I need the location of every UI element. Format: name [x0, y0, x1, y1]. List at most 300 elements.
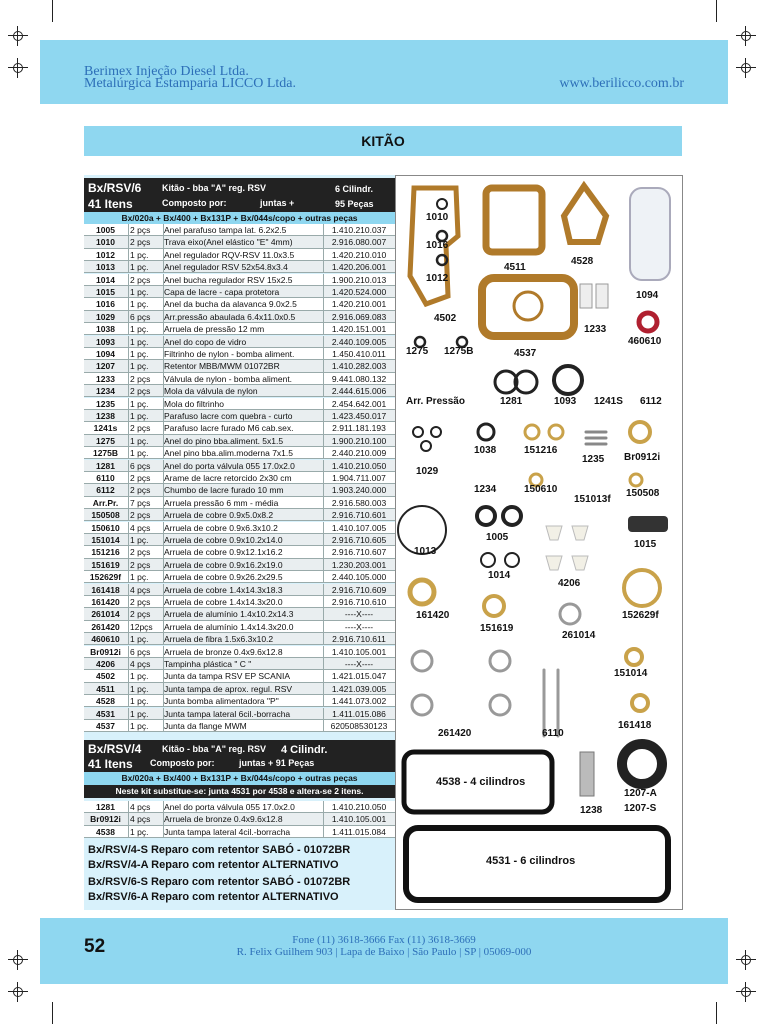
column-divider: [163, 323, 164, 335]
column-divider: [128, 460, 129, 472]
part-code: 150508: [91, 510, 120, 521]
part-desc: Válvula de nylon - bomba aliment.: [164, 373, 293, 384]
ring-1005: [477, 507, 495, 525]
part-code: 1275B: [92, 448, 119, 459]
column-divider: [323, 559, 324, 571]
column-divider: [128, 683, 129, 695]
copper-washer-151619: [484, 596, 504, 616]
part-ref: 620508530123: [330, 721, 388, 731]
table-row: [84, 261, 395, 273]
part-code: 1005: [96, 225, 115, 235]
column-divider: [163, 286, 164, 298]
column-divider: [323, 695, 324, 707]
column-divider: [323, 460, 324, 472]
kit-header-rsv4: [84, 740, 395, 772]
label-4531: 4531 - 6 cilindros: [486, 855, 576, 867]
part-code: 1029: [96, 311, 115, 322]
column-divider: [323, 708, 324, 720]
column-divider: [323, 298, 324, 310]
part-desc: Arruela de cobre 0.9x12.1x16.2: [164, 547, 283, 558]
part-qty: 6 pçs: [130, 460, 151, 471]
part-ref: 1.441.073.002: [331, 696, 387, 707]
part-ref: 2.916.710.610: [331, 597, 387, 607]
page-number: 52: [84, 936, 106, 957]
column-divider: [128, 398, 129, 410]
column-divider: [323, 472, 324, 484]
part-qty: 1 pç.: [130, 398, 149, 409]
part-desc: Arruela de pressão 12 mm: [164, 324, 265, 335]
crop-mark: [52, 0, 53, 22]
column-divider: [163, 695, 164, 707]
ring-1014: [505, 553, 519, 567]
column-divider: [163, 522, 164, 534]
washer-1029: [413, 427, 423, 437]
column-divider: [163, 398, 164, 410]
column-divider: [323, 546, 324, 558]
label-161418: 161418: [618, 720, 652, 731]
repair-kit-item: Bx/RSV/6-A Reparo com retentor ALTERNATIVO: [88, 891, 339, 903]
table-row: [84, 336, 395, 348]
table-row: [84, 460, 395, 472]
part-ref: 1.230.203.001: [331, 559, 387, 570]
column-divider: [323, 658, 324, 670]
column-divider: [323, 621, 324, 633]
registration-mark: [8, 58, 28, 78]
part-ref: 1.421.015.047: [331, 671, 387, 682]
column-divider: [163, 497, 164, 509]
part-desc: Arruela de cobre 0.9x16.2x19.0: [164, 559, 283, 570]
part-qty: 1 pç.: [130, 349, 149, 359]
table-row: [84, 801, 395, 813]
column-divider: [323, 646, 324, 658]
label-1275: 1275: [406, 346, 429, 357]
part-desc: Anel da bucha da alavanca 9.0x2.5: [164, 299, 297, 310]
kit-contents: Bx/020a + Bx/400 + Bx131P + Bx/044s/copo + outras peças: [84, 772, 395, 785]
washer-1029: [421, 441, 431, 451]
part-ref: 1.421.039.005: [331, 683, 387, 694]
part-code: 1013: [96, 262, 115, 273]
part-qty: 2 pçs: [130, 386, 151, 397]
column-divider: [323, 274, 324, 286]
column-divider: [323, 286, 324, 298]
label-6112: 6112: [640, 396, 662, 407]
washer-1038: [478, 424, 494, 440]
label-1094: 1094: [636, 290, 659, 301]
column-divider: [163, 274, 164, 286]
part-code: 151619: [91, 559, 120, 570]
part-ref: 2.916.710.611: [332, 634, 386, 645]
part-code: 161420: [91, 597, 120, 607]
part-ref: 1.903.240.000: [331, 485, 387, 496]
part-ref: 9.441.080.132: [331, 373, 387, 384]
copper-washer-161420: [410, 580, 434, 604]
page-footer: [40, 918, 728, 984]
part-code: 1010: [96, 237, 115, 248]
label-1093: 1093: [554, 396, 577, 407]
column-divider: [323, 534, 324, 546]
fiber-washer-460610: [639, 313, 657, 331]
label-1015: 1015: [634, 539, 657, 550]
part-ref: 1.900.210.100: [331, 435, 387, 446]
column-divider: [163, 801, 164, 813]
part-ref: 2.911.181.193: [332, 423, 386, 434]
bronze-washer-br0912i: [630, 422, 650, 442]
column-divider: [128, 695, 129, 707]
part-ref: ----X----: [344, 621, 374, 632]
part-qty: 1 pç.: [130, 696, 149, 707]
column-divider: [323, 571, 324, 583]
part-qty: 2 pçs: [130, 274, 151, 285]
label-Br0912i: Br0912i: [624, 452, 661, 463]
column-divider: [128, 274, 129, 286]
column-divider: [323, 422, 324, 434]
column-divider: [128, 422, 129, 434]
kit-header-rsv6: [84, 178, 395, 212]
part-ref: 2.916.069.083: [331, 311, 387, 322]
part-desc: Chumbo de lacre furado 10 mm: [164, 485, 284, 496]
part-qty: 1 pç.: [130, 634, 149, 645]
column-divider: [163, 708, 164, 720]
part-code: 4531: [96, 708, 115, 719]
kit-cylinders: 6 Cilindr.: [335, 184, 374, 194]
column-divider: [163, 360, 164, 372]
table-row: [84, 298, 395, 310]
crop-mark: [52, 1002, 53, 1024]
column-divider: [163, 534, 164, 546]
table-row: [84, 274, 395, 286]
copper-washer-151014: [626, 649, 642, 665]
column-divider: [163, 311, 164, 323]
column-divider: [323, 522, 324, 534]
part-qty: 1 pç.: [130, 262, 149, 273]
label-1012: 1012: [426, 273, 449, 284]
column-divider: [128, 813, 129, 825]
column-divider: [128, 509, 129, 521]
column-divider: [323, 435, 324, 447]
table-row: [84, 571, 395, 583]
label-1241S: 1241S: [594, 396, 623, 407]
part-qty: 6 pçs: [130, 646, 151, 657]
part-desc: Arruela pressão 6 mm - média: [164, 497, 279, 508]
part-ref: 1.410.210.050: [331, 802, 387, 812]
copper-washer-151216: [549, 425, 563, 439]
company-name-1: Berimex Injeção Diesel Ltda.: [84, 64, 249, 79]
copper-washer-161418: [632, 695, 648, 711]
column-divider: [128, 608, 129, 620]
table-row: [84, 633, 395, 645]
column-divider: [128, 546, 129, 558]
column-divider: [128, 447, 129, 459]
table-row: [84, 224, 395, 236]
part-desc: Anel pino bba.alim.moderna 7x1.5: [164, 448, 293, 459]
company-names: [84, 66, 296, 90]
column-divider: [163, 298, 164, 310]
column-divider: [323, 348, 324, 360]
column-divider: [323, 633, 324, 645]
part-ref: 2.440.109.005: [331, 336, 387, 347]
label-4511: 4511: [504, 262, 526, 273]
part-desc: Junta tampa lateral 6cil.-borracha: [164, 708, 291, 719]
part-ref: 2.916.710.601: [331, 510, 387, 521]
part-desc: Anel regulador RQV-RSV 11.0x3.5: [164, 249, 295, 260]
table-row: [84, 708, 395, 720]
part-desc: Anel regulador RSV 52x54.8x3.4: [164, 262, 288, 273]
part-ref: 1.410.105.001: [331, 814, 387, 825]
part-desc: Arruela de cobre 1.4x14.3x18.3: [164, 584, 283, 595]
label-4502: 4502: [434, 313, 457, 324]
part-desc: Parafuso lacre furado M6 cab.sex.: [164, 423, 294, 434]
column-divider: [128, 373, 129, 385]
part-desc: Anel do copo de vidro: [164, 336, 247, 347]
part-qty: 2 pçs: [130, 510, 151, 521]
label-161420: 161420: [416, 610, 450, 621]
table-row: [84, 826, 395, 838]
column-divider: [323, 608, 324, 620]
copper-washer-152629f: [624, 570, 660, 606]
column-divider: [163, 484, 164, 496]
website-link[interactable]: www.berilicco.com.br: [559, 76, 684, 91]
column-divider: [163, 472, 164, 484]
copper-washer-151216: [525, 425, 539, 439]
kit-desc: Kitão - bba "A" reg. RSV: [162, 183, 267, 193]
label-150508: 150508: [626, 488, 660, 499]
ring-1014: [481, 553, 495, 567]
column-divider: [128, 286, 129, 298]
part-ref: 1.410.210.037: [331, 225, 387, 235]
part-code: 1233: [96, 373, 115, 384]
part-desc: Junta da tampa RSV EP SCANIA: [164, 671, 290, 682]
label-1207-S: 1207-S: [624, 803, 657, 814]
label-1235: 1235: [582, 454, 605, 465]
part-qty: 2 pçs: [130, 559, 151, 570]
part-qty: 1 pç.: [130, 299, 149, 310]
column-divider: [163, 435, 164, 447]
column-divider: [128, 261, 129, 273]
table-row: [84, 249, 395, 261]
registration-mark: [736, 982, 756, 1002]
part-desc: Trava eixo(Anel elástico "E" 4mm): [164, 237, 293, 248]
registration-mark: [8, 982, 28, 1002]
part-desc: Arruela de alumínio 1.4x14.3x20.0: [164, 621, 294, 632]
part-qty: 2 pçs: [130, 485, 151, 496]
part-code: 1016: [96, 299, 115, 310]
table-row: [84, 348, 395, 360]
part-code: 4206: [96, 659, 115, 669]
table-row: [84, 236, 395, 248]
column-divider: [163, 683, 164, 695]
label-1016: 1016: [426, 240, 449, 251]
part-code: 1241s: [93, 423, 118, 434]
part-ref: 1.410.105.001: [331, 646, 387, 657]
column-divider: [128, 472, 129, 484]
column-divider: [163, 261, 164, 273]
column-divider: [163, 571, 164, 583]
table-row: [84, 608, 395, 620]
registration-mark: [8, 26, 28, 46]
part-desc: Filtrinho de nylon - bomba aliment.: [164, 349, 295, 359]
column-divider: [128, 708, 129, 720]
company-name-2: Metalúrgica Estamparia LICCO Ltda.: [84, 76, 297, 91]
column-divider: [163, 509, 164, 521]
footer-address: R. Felix Guilhem 903 | Lapa de Baixo | São Paulo | SP | 05069-000: [236, 946, 532, 958]
part-ref: 1.410.282.003: [331, 361, 387, 372]
part-desc: Retentor MBB/MWM 01072BR: [164, 361, 280, 372]
label-460610: 460610: [628, 336, 662, 347]
spring-1235: [586, 432, 606, 444]
part-qty: 1 pç.: [130, 671, 149, 682]
column-divider: [323, 484, 324, 496]
label-151216: 151216: [524, 445, 558, 456]
column-divider: [128, 484, 129, 496]
registration-mark: [736, 58, 756, 78]
column-divider: [128, 571, 129, 583]
column-divider: [128, 323, 129, 335]
column-divider: [163, 633, 164, 645]
label-4206: 4206: [558, 578, 581, 589]
label-261014: 261014: [562, 630, 596, 641]
part-code: 151014: [91, 535, 120, 545]
gasket-4511: [486, 188, 542, 252]
part-ref: 1.420.210.001: [331, 299, 387, 310]
label-1234: 1234: [474, 484, 497, 495]
part-desc: Arruela de cobre 0.9x5.0x8.2: [164, 510, 274, 521]
table-row: [84, 584, 395, 596]
table-row: [84, 311, 395, 323]
part-ref: 1.411.015.084: [332, 826, 386, 837]
part-qty: 12pçs: [130, 621, 153, 632]
part-qty: 4 pçs: [130, 522, 151, 533]
column-divider: [163, 236, 164, 248]
kit-juntas: juntas + 91 Peças: [239, 758, 315, 768]
column-divider: [163, 546, 164, 558]
kit-composto: Composto por:: [150, 758, 215, 768]
column-divider: [323, 497, 324, 509]
part-qty: 1 pç.: [130, 249, 149, 260]
part-code: 1207: [96, 361, 115, 372]
page-header: [40, 40, 728, 104]
label-4528: 4528: [571, 256, 594, 267]
part-qty: 2 pçs: [130, 597, 151, 607]
page-title: KITÃO: [84, 126, 682, 156]
part-desc: Arruela de cobre 1.4x14.3x20.0: [164, 597, 283, 607]
table-row: [84, 522, 395, 534]
table-row: [84, 323, 395, 335]
part-desc: Tampinha plástica " C ": [164, 659, 252, 669]
cap-1015: [628, 516, 668, 532]
part-code: 261014: [91, 609, 120, 620]
column-divider: [323, 670, 324, 682]
plastic-caps-4206: [546, 526, 588, 570]
column-divider: [128, 534, 129, 546]
column-divider: [323, 261, 324, 273]
part-code: Br0912i: [90, 646, 121, 657]
column-divider: [323, 336, 324, 348]
part-ref: 2.916.710.605: [331, 535, 387, 545]
gasket-4528: [564, 186, 606, 242]
footer-phone: Fone (11) 3618-3666 Fax (11) 3618-3669: [292, 934, 476, 946]
registration-mark: [8, 950, 28, 970]
part-qty: 1 pç.: [130, 826, 149, 837]
part-qty: 1 pç.: [130, 361, 149, 372]
table-row: [84, 497, 395, 509]
column-divider: [128, 336, 129, 348]
part-desc: Arame de lacre retorcido 2x30 cm: [164, 473, 292, 483]
column-divider: [323, 360, 324, 372]
part-code: 1235: [96, 398, 115, 409]
repair-kit-item: Bx/RSV/6-S Reparo com retentor SABÓ - 01072BR: [88, 876, 351, 888]
column-divider: [128, 720, 129, 732]
column-divider: [323, 447, 324, 459]
part-desc: Junta da flange MWM: [164, 721, 247, 731]
part-qty: 1 pç.: [130, 448, 149, 459]
column-divider: [323, 311, 324, 323]
column-divider: [163, 596, 164, 608]
part-ref: 2.916.710.609: [331, 584, 387, 595]
table-row: [84, 813, 395, 825]
column-divider: [323, 410, 324, 422]
part-code: 150610: [91, 522, 120, 533]
part-qty: 1 pç.: [130, 287, 149, 297]
part-ref: 2.440.105.000: [331, 572, 387, 583]
part-qty: 1 pç.: [130, 708, 149, 719]
table-row: [84, 447, 395, 459]
part-desc: Parafuso lacre com quebra - curto: [164, 411, 293, 421]
part-code: 1234: [96, 386, 115, 397]
part-code: 4538: [96, 826, 115, 837]
column-divider: [323, 236, 324, 248]
column-divider: [128, 522, 129, 534]
repair-kit-item: Bx/RSV/4-S Reparo com retentor SABÓ - 01072BR: [88, 844, 351, 856]
table-row: [84, 670, 395, 682]
registration-mark: [736, 26, 756, 46]
table-row: [84, 509, 395, 521]
part-desc: Anel parafuso tampa lat. 6.2x2.5: [164, 225, 287, 235]
column-divider: [128, 298, 129, 310]
flange-hole: [514, 292, 542, 320]
part-desc: Anel bucha regulador RSV 15x2.5: [164, 274, 293, 285]
table-row: [84, 385, 395, 397]
column-divider: [128, 410, 129, 422]
column-divider: [128, 385, 129, 397]
table-row: [84, 683, 395, 695]
part-code: 1238: [96, 411, 115, 421]
kit-pecas: 95 Peças: [335, 199, 374, 209]
part-code: 4528: [96, 696, 115, 707]
part-code: 460610: [91, 634, 120, 645]
part-qty: 4 pçs: [130, 814, 151, 825]
part-qty: 4 pçs: [130, 659, 151, 669]
ring-1005: [503, 507, 521, 525]
part-desc: Arruela de cobre 0.9x10.2x14.0: [164, 535, 283, 545]
part-ref: 2.916.580.003: [331, 497, 387, 508]
part-code: 4511: [96, 683, 115, 694]
label-1010: 1010: [426, 212, 449, 223]
part-ref: 2.916.080.007: [331, 237, 387, 248]
label-4538: 4538 - 4 cilindros: [436, 776, 526, 788]
part-ref: 1.423.450.017: [331, 411, 387, 421]
valve-1233: [596, 284, 608, 308]
part-ref: 1.450.410.011: [332, 349, 386, 359]
column-divider: [128, 435, 129, 447]
column-divider: [128, 311, 129, 323]
filter-1094: [630, 188, 670, 280]
part-qty: 2 pçs: [130, 609, 151, 620]
column-divider: [128, 646, 129, 658]
part-qty: 4 pçs: [130, 584, 151, 595]
label-261420: 261420: [438, 728, 472, 739]
part-qty: 7 pçs: [130, 497, 151, 508]
label-151013f: 151013f: [574, 494, 611, 505]
